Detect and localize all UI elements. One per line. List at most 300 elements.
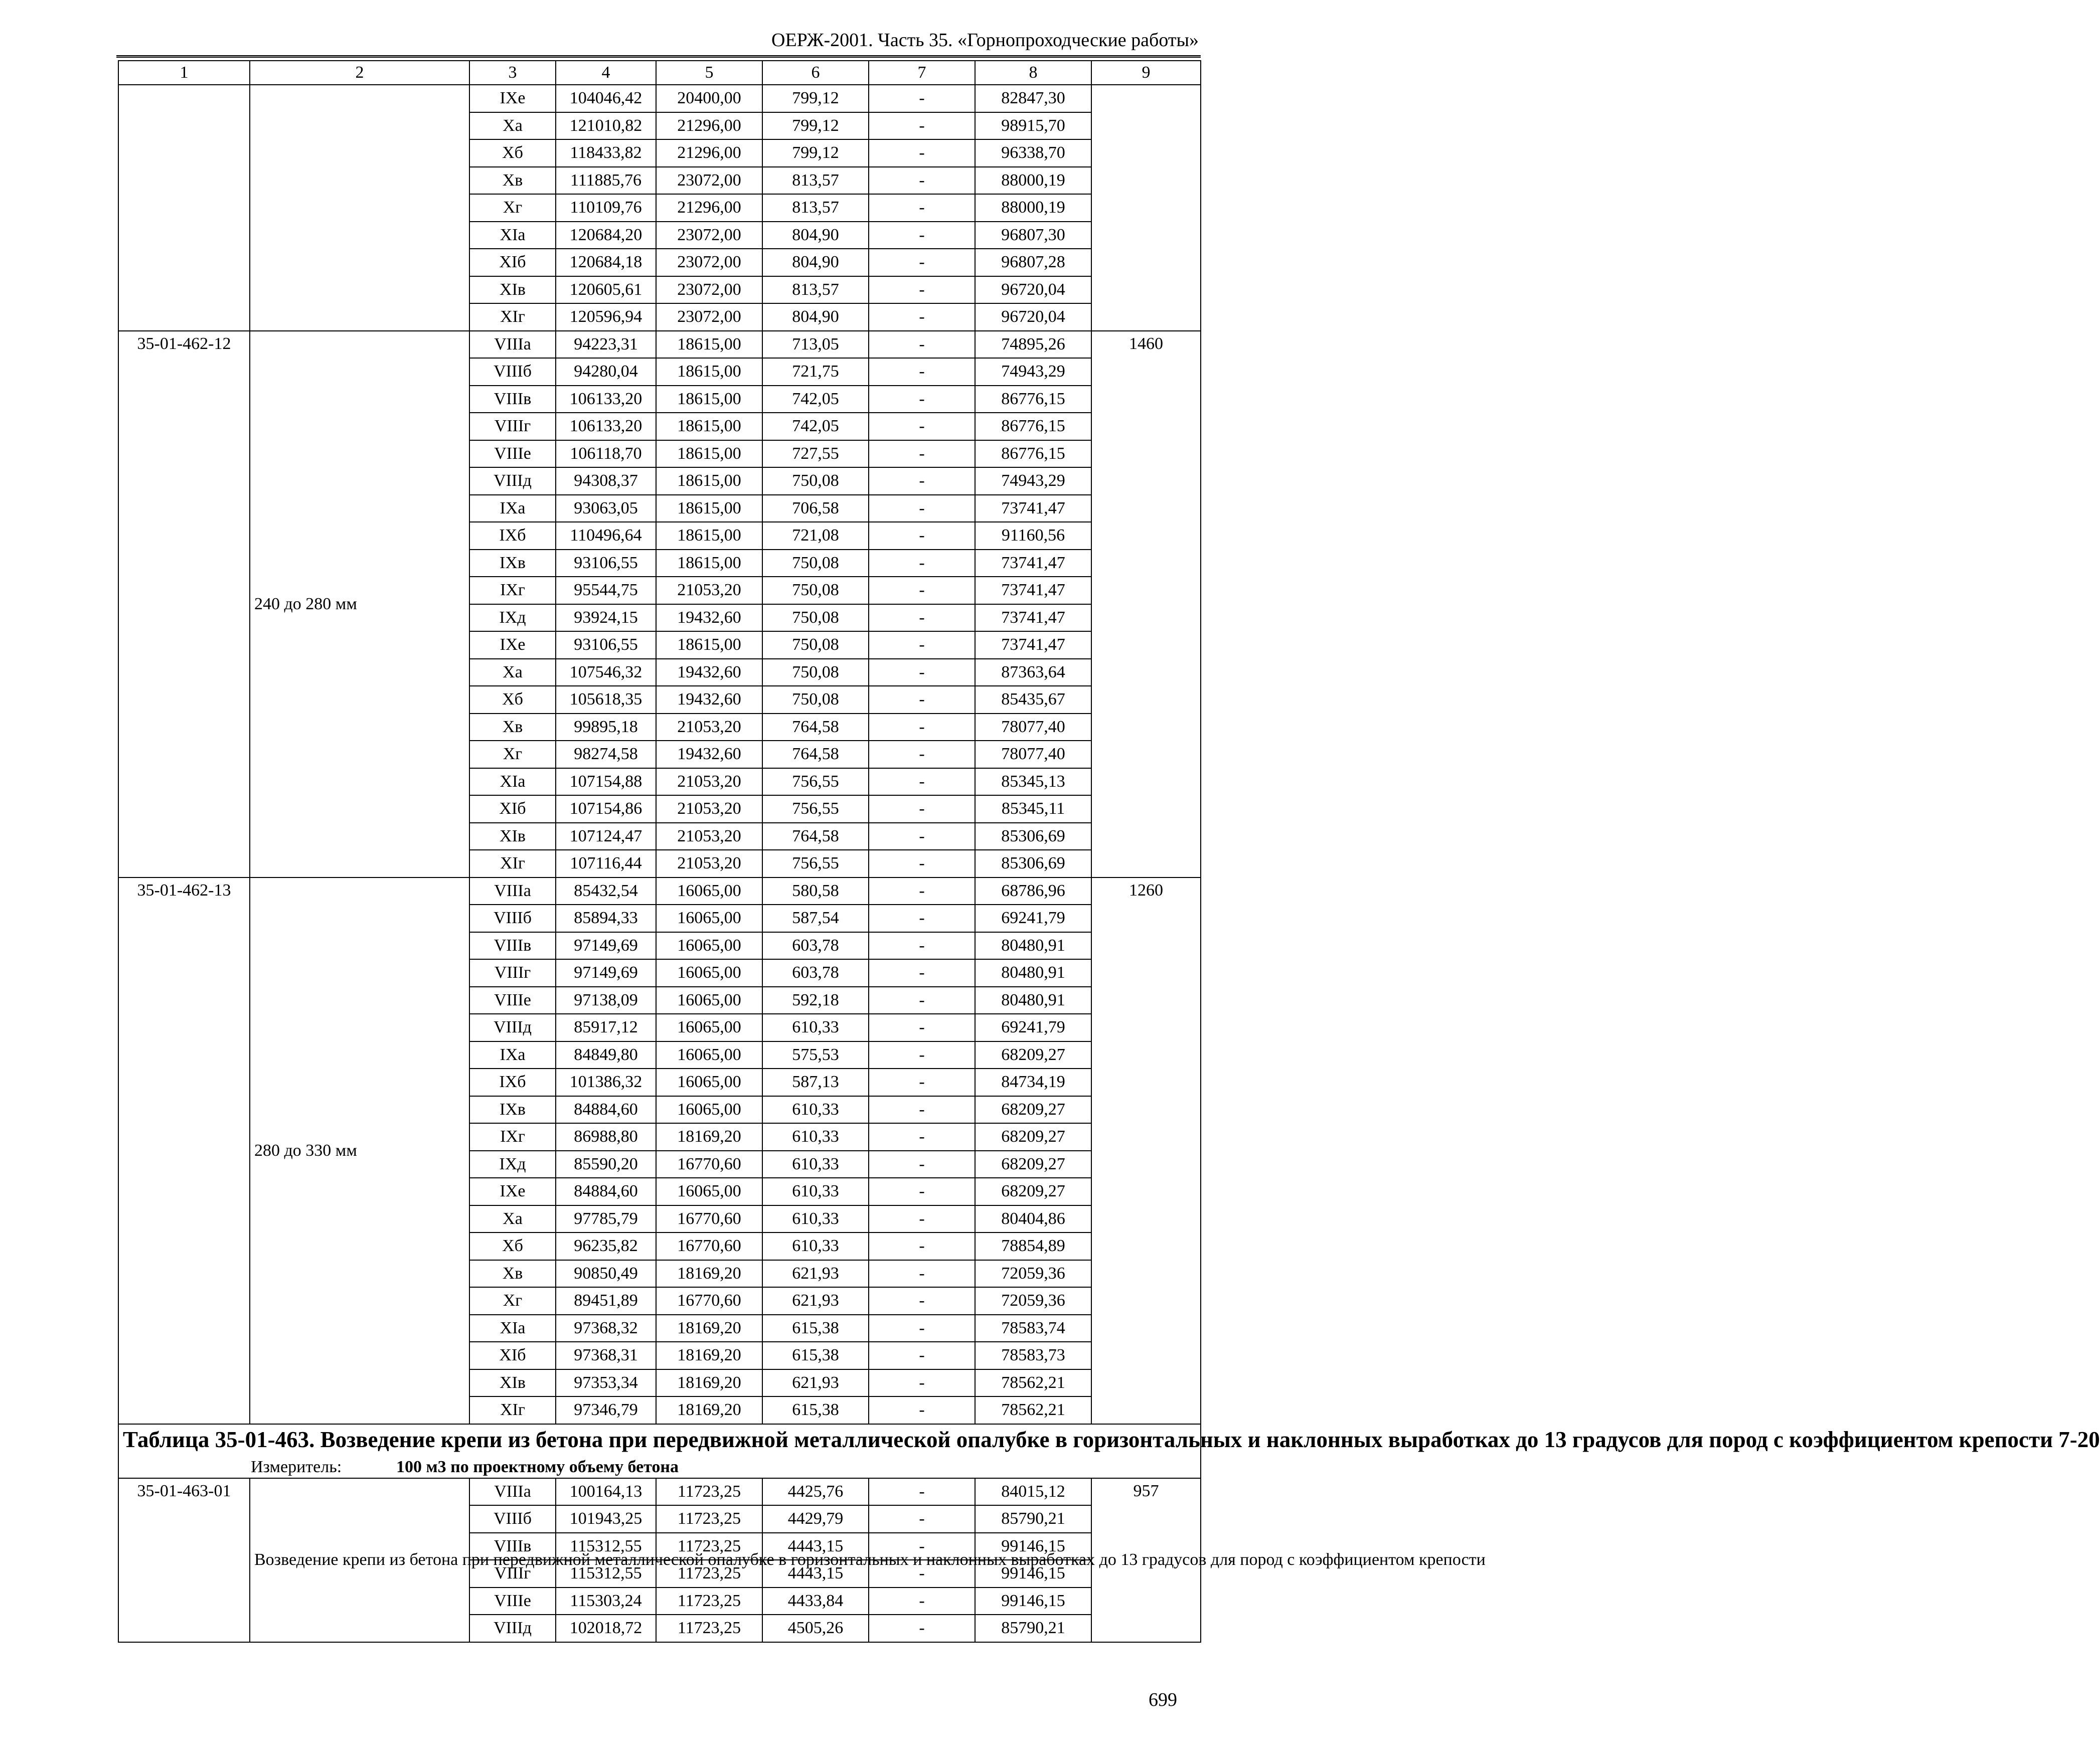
data-cell: XIв bbox=[469, 823, 556, 850]
table-row bbox=[118, 85, 1201, 112]
data-cell: 580,58 bbox=[762, 877, 869, 905]
data-cell: - bbox=[869, 850, 975, 877]
data-cell: 73741,47 bbox=[975, 550, 1091, 577]
data-cell: 68209,27 bbox=[975, 1178, 1091, 1205]
data-cell: XIa bbox=[469, 1315, 556, 1342]
data-cell: 21296,00 bbox=[656, 139, 762, 167]
data-cell: 11723,25 bbox=[656, 1615, 762, 1642]
data-cell: IXa bbox=[469, 495, 556, 522]
data-cell: - bbox=[869, 303, 975, 331]
data-cell: 68209,27 bbox=[975, 1151, 1091, 1178]
data-cell: VIIIa bbox=[469, 1478, 556, 1506]
data-cell: - bbox=[869, 1588, 975, 1615]
data-cell: XIб bbox=[469, 249, 556, 276]
data-cell: 85432,54 bbox=[556, 877, 656, 905]
data-cell: 18615,00 bbox=[656, 522, 762, 550]
norm-cell: 1260 bbox=[1091, 877, 1201, 1424]
data-cell: 96807,28 bbox=[975, 249, 1091, 276]
data-cell: 96807,30 bbox=[975, 222, 1091, 249]
data-cell: 84884,60 bbox=[556, 1096, 656, 1124]
column-number: 1 bbox=[118, 61, 250, 85]
data-cell: VIIIб bbox=[469, 1505, 556, 1533]
data-cell: XIв bbox=[469, 276, 556, 304]
data-cell: 68209,27 bbox=[975, 1123, 1091, 1151]
data-cell: 706,58 bbox=[762, 495, 869, 522]
data-cell: - bbox=[869, 386, 975, 413]
data-cell: 73741,47 bbox=[975, 495, 1091, 522]
data-cell: VIIIa bbox=[469, 331, 556, 359]
data-cell: 80480,91 bbox=[975, 932, 1091, 960]
running-header: ОЕРЖ-2001. Часть 35. «Горнопроходческие работы» bbox=[771, 30, 1199, 51]
data-cell: 85306,69 bbox=[975, 850, 1091, 877]
data-cell: 18169,20 bbox=[656, 1260, 762, 1288]
unit-label: Измеритель: bbox=[251, 1457, 342, 1476]
data-cell: 21053,20 bbox=[656, 714, 762, 741]
data-cell: VIIIг bbox=[469, 413, 556, 440]
data-cell: IXe bbox=[469, 85, 556, 112]
data-cell: - bbox=[869, 795, 975, 823]
data-cell: 84734,19 bbox=[975, 1069, 1091, 1096]
data-cell: - bbox=[869, 413, 975, 440]
data-cell: VIIIг bbox=[469, 959, 556, 987]
data-cell: 804,90 bbox=[762, 222, 869, 249]
data-cell: 96720,04 bbox=[975, 303, 1091, 331]
data-cell: 86776,15 bbox=[975, 386, 1091, 413]
table-row bbox=[118, 331, 1201, 359]
data-cell: VIIIд bbox=[469, 1615, 556, 1642]
data-cell: 4425,76 bbox=[762, 1478, 869, 1506]
data-cell: 97785,79 bbox=[556, 1205, 656, 1233]
data-cell: - bbox=[869, 741, 975, 768]
data-cell: 16770,60 bbox=[656, 1205, 762, 1233]
data-cell: 82847,30 bbox=[975, 85, 1091, 112]
data-cell: 23072,00 bbox=[656, 167, 762, 195]
data-cell: 104046,42 bbox=[556, 85, 656, 112]
data-cell: 18615,00 bbox=[656, 331, 762, 359]
data-cell: 115312,55 bbox=[556, 1560, 656, 1588]
data-cell: 85790,21 bbox=[975, 1615, 1091, 1642]
data-cell: 93063,05 bbox=[556, 495, 656, 522]
data-cell: IXa bbox=[469, 1041, 556, 1069]
data-cell: 756,55 bbox=[762, 850, 869, 877]
data-cell: 16770,60 bbox=[656, 1233, 762, 1260]
column-number: 2 bbox=[250, 61, 469, 85]
data-cell: - bbox=[869, 1478, 975, 1506]
data-cell: - bbox=[869, 85, 975, 112]
data-cell: IXг bbox=[469, 577, 556, 604]
data-cell: - bbox=[869, 823, 975, 850]
data-cell: 750,08 bbox=[762, 577, 869, 604]
data-cell: 110496,64 bbox=[556, 522, 656, 550]
data-cell: 764,58 bbox=[762, 823, 869, 850]
data-cell: VIIIв bbox=[469, 1533, 556, 1560]
data-cell: 18615,00 bbox=[656, 358, 762, 386]
data-cell: - bbox=[869, 1260, 975, 1288]
data-cell: 94280,04 bbox=[556, 358, 656, 386]
data-cell: 107154,86 bbox=[556, 795, 656, 823]
column-number: 3 bbox=[469, 61, 556, 85]
data-cell: 16065,00 bbox=[656, 1041, 762, 1069]
data-cell: 764,58 bbox=[762, 741, 869, 768]
data-cell: Xa bbox=[469, 659, 556, 686]
data-cell: 78583,73 bbox=[975, 1342, 1091, 1369]
data-cell: - bbox=[869, 1014, 975, 1041]
data-cell: 107154,88 bbox=[556, 768, 656, 796]
data-cell: 18615,00 bbox=[656, 495, 762, 522]
data-cell: IXг bbox=[469, 1123, 556, 1151]
data-cell: - bbox=[869, 631, 975, 659]
data-cell: 750,08 bbox=[762, 467, 869, 495]
data-cell: 21053,20 bbox=[656, 850, 762, 877]
data-cell: XIб bbox=[469, 795, 556, 823]
data-cell: IXв bbox=[469, 1096, 556, 1124]
name-cell: Возведение крепи из бетона при передвижной металлической опалубке в горизонтальных и наклонных выработках до 13 градусов для пород с коэффициентом крепости bbox=[250, 1478, 469, 1642]
data-cell: 107124,47 bbox=[556, 823, 656, 850]
table-row bbox=[118, 1478, 1201, 1506]
table-body bbox=[118, 61, 2100, 1642]
data-cell: 4505,26 bbox=[762, 1615, 869, 1642]
data-cell: Xб bbox=[469, 686, 556, 714]
table-title-cell bbox=[118, 1424, 2100, 1478]
data-cell: Xв bbox=[469, 1260, 556, 1288]
data-cell: 4443,15 bbox=[762, 1560, 869, 1588]
data-cell: 85435,67 bbox=[975, 686, 1091, 714]
data-cell: 750,08 bbox=[762, 659, 869, 686]
data-cell: 107116,44 bbox=[556, 850, 656, 877]
norm-cell: 957 bbox=[1091, 1478, 1201, 1642]
data-cell: XIб bbox=[469, 1342, 556, 1369]
data-cell: 18615,00 bbox=[656, 413, 762, 440]
data-cell: 756,55 bbox=[762, 768, 869, 796]
data-cell: 764,58 bbox=[762, 714, 869, 741]
data-cell: 74895,26 bbox=[975, 331, 1091, 359]
data-cell: 21053,20 bbox=[656, 795, 762, 823]
data-cell: 89451,89 bbox=[556, 1287, 656, 1315]
data-cell: 587,54 bbox=[762, 905, 869, 932]
data-cell: 21053,20 bbox=[656, 823, 762, 850]
data-cell: 100164,13 bbox=[556, 1478, 656, 1506]
data-cell: 86776,15 bbox=[975, 440, 1091, 468]
data-cell: XIг bbox=[469, 1396, 556, 1424]
data-cell: VIIIг bbox=[469, 1560, 556, 1588]
data-cell: Xг bbox=[469, 1287, 556, 1315]
data-cell: - bbox=[869, 577, 975, 604]
code-cell: 35-01-462-13 bbox=[118, 877, 250, 1424]
data-cell: 72059,36 bbox=[975, 1287, 1091, 1315]
table-title: Таблица 35-01-463. Возведение крепи из бетона при передвижной металлической опалубке в горизонтальных и наклонных выработках до 13 градусов для пород с коэффициентом крепости 7-20 bbox=[123, 1427, 2100, 1452]
data-cell: 86988,80 bbox=[556, 1123, 656, 1151]
data-cell: 121010,82 bbox=[556, 112, 656, 140]
data-cell: VIIIд bbox=[469, 1014, 556, 1041]
data-cell: 592,18 bbox=[762, 987, 869, 1014]
data-cell: 16065,00 bbox=[656, 987, 762, 1014]
data-cell: 610,33 bbox=[762, 1014, 869, 1041]
data-cell: - bbox=[869, 467, 975, 495]
code-cell: 35-01-462-12 bbox=[118, 331, 250, 877]
data-cell: Xв bbox=[469, 714, 556, 741]
data-cell: - bbox=[869, 522, 975, 550]
data-cell: IXe bbox=[469, 1178, 556, 1205]
data-cell: 615,38 bbox=[762, 1315, 869, 1342]
column-number: 8 bbox=[975, 61, 1091, 85]
data-cell: 85790,21 bbox=[975, 1505, 1091, 1533]
code-cell bbox=[118, 85, 250, 331]
data-cell: - bbox=[869, 1123, 975, 1151]
data-cell: 91160,56 bbox=[975, 522, 1091, 550]
data-cell: 68209,27 bbox=[975, 1041, 1091, 1069]
data-cell: 85345,11 bbox=[975, 795, 1091, 823]
data-cell: 74943,29 bbox=[975, 467, 1091, 495]
data-cell: Xб bbox=[469, 1233, 556, 1260]
data-cell: 118433,82 bbox=[556, 139, 656, 167]
data-cell: 120605,61 bbox=[556, 276, 656, 304]
data-cell: 804,90 bbox=[762, 303, 869, 331]
data-cell: XIa bbox=[469, 222, 556, 249]
data-cell: 78583,74 bbox=[975, 1315, 1091, 1342]
data-cell: - bbox=[869, 1615, 975, 1642]
data-cell: 97149,69 bbox=[556, 932, 656, 960]
norm-cell bbox=[1091, 85, 1201, 331]
data-cell: 16065,00 bbox=[656, 877, 762, 905]
data-cell: 105618,35 bbox=[556, 686, 656, 714]
data-cell: 750,08 bbox=[762, 550, 869, 577]
column-number-row bbox=[118, 61, 1201, 85]
data-cell: 106118,70 bbox=[556, 440, 656, 468]
data-cell: 115303,24 bbox=[556, 1588, 656, 1615]
data-cell: - bbox=[869, 249, 975, 276]
data-cell: 96720,04 bbox=[975, 276, 1091, 304]
data-cell: VIIIe bbox=[469, 1588, 556, 1615]
data-cell: 610,33 bbox=[762, 1233, 869, 1260]
data-cell: VIIIб bbox=[469, 905, 556, 932]
data-cell: 799,12 bbox=[762, 112, 869, 140]
data-cell: - bbox=[869, 768, 975, 796]
data-cell: - bbox=[869, 1178, 975, 1205]
data-cell: 80480,91 bbox=[975, 987, 1091, 1014]
data-cell: 804,90 bbox=[762, 249, 869, 276]
data-cell: 85590,20 bbox=[556, 1151, 656, 1178]
data-cell: 97368,32 bbox=[556, 1315, 656, 1342]
page-number: 699 bbox=[1149, 1689, 1177, 1710]
data-cell: 73741,47 bbox=[975, 604, 1091, 632]
header-rule bbox=[116, 55, 1201, 58]
data-cell: 93106,55 bbox=[556, 550, 656, 577]
data-cell: 85894,33 bbox=[556, 905, 656, 932]
data-cell: 18169,20 bbox=[656, 1396, 762, 1424]
data-cell: 72059,36 bbox=[975, 1260, 1091, 1288]
data-cell: - bbox=[869, 905, 975, 932]
data-cell: 73741,47 bbox=[975, 631, 1091, 659]
data-cell: 115312,55 bbox=[556, 1533, 656, 1560]
data-cell: 16065,00 bbox=[656, 959, 762, 987]
data-cell: 120596,94 bbox=[556, 303, 656, 331]
data-cell: 18615,00 bbox=[656, 550, 762, 577]
data-cell: 120684,18 bbox=[556, 249, 656, 276]
data-cell: 78562,21 bbox=[975, 1396, 1091, 1424]
data-cell: 78854,89 bbox=[975, 1233, 1091, 1260]
data-cell: 18169,20 bbox=[656, 1369, 762, 1397]
data-cell: 69241,79 bbox=[975, 1014, 1091, 1041]
data-cell: - bbox=[869, 550, 975, 577]
data-cell: - bbox=[869, 1315, 975, 1342]
data-cell: 21296,00 bbox=[656, 112, 762, 140]
data-cell: VIIIв bbox=[469, 386, 556, 413]
data-cell: 97138,09 bbox=[556, 987, 656, 1014]
data-cell: 610,33 bbox=[762, 1123, 869, 1151]
data-cell: Xг bbox=[469, 194, 556, 222]
column-number: 9 bbox=[1091, 61, 1201, 85]
data-cell: 16065,00 bbox=[656, 905, 762, 932]
data-cell: 106133,20 bbox=[556, 413, 656, 440]
data-cell: 107546,32 bbox=[556, 659, 656, 686]
data-cell: 727,55 bbox=[762, 440, 869, 468]
data-cell: 69241,79 bbox=[975, 905, 1091, 932]
data-cell: 11723,25 bbox=[656, 1505, 762, 1533]
data-cell: 111885,76 bbox=[556, 167, 656, 195]
data-cell: IXe bbox=[469, 631, 556, 659]
data-cell: 120684,20 bbox=[556, 222, 656, 249]
data-cell: 16770,60 bbox=[656, 1287, 762, 1315]
data-cell: 18615,00 bbox=[656, 386, 762, 413]
data-cell: 603,78 bbox=[762, 932, 869, 960]
data-cell: - bbox=[869, 1041, 975, 1069]
data-cell: 18615,00 bbox=[656, 440, 762, 468]
data-cell: - bbox=[869, 1096, 975, 1124]
data-cell: 84849,80 bbox=[556, 1041, 656, 1069]
data-cell: - bbox=[869, 1505, 975, 1533]
data-cell: - bbox=[869, 495, 975, 522]
data-cell: 68209,27 bbox=[975, 1096, 1091, 1124]
data-cell: 23072,00 bbox=[656, 303, 762, 331]
data-cell: VIIIд bbox=[469, 467, 556, 495]
data-cell: - bbox=[869, 1205, 975, 1233]
data-cell: - bbox=[869, 714, 975, 741]
data-cell: - bbox=[869, 1533, 975, 1560]
data-cell: - bbox=[869, 604, 975, 632]
data-cell: 750,08 bbox=[762, 631, 869, 659]
column-number: 6 bbox=[762, 61, 869, 85]
data-cell: 74943,29 bbox=[975, 358, 1091, 386]
data-cell: 713,05 bbox=[762, 331, 869, 359]
data-cell: - bbox=[869, 1396, 975, 1424]
data-cell: 84884,60 bbox=[556, 1178, 656, 1205]
data-cell: - bbox=[869, 222, 975, 249]
data-cell: 742,05 bbox=[762, 386, 869, 413]
data-cell: - bbox=[869, 276, 975, 304]
data-cell: 85306,69 bbox=[975, 823, 1091, 850]
data-cell: 610,33 bbox=[762, 1151, 869, 1178]
data-cell: Xв bbox=[469, 167, 556, 195]
data-cell: 101386,32 bbox=[556, 1069, 656, 1096]
data-cell: VIIIв bbox=[469, 932, 556, 960]
data-cell: 750,08 bbox=[762, 686, 869, 714]
data-cell: 16065,00 bbox=[656, 1178, 762, 1205]
data-cell: VIIIб bbox=[469, 358, 556, 386]
data-cell: 4429,79 bbox=[762, 1505, 869, 1533]
data-cell: XIг bbox=[469, 303, 556, 331]
data-cell: 93106,55 bbox=[556, 631, 656, 659]
unit-value: 100 м3 по проектному объему бетона bbox=[396, 1457, 679, 1476]
data-cell: 721,08 bbox=[762, 522, 869, 550]
data-cell: - bbox=[869, 659, 975, 686]
data-cell: 95544,75 bbox=[556, 577, 656, 604]
data-cell: 101943,25 bbox=[556, 1505, 656, 1533]
data-cell: - bbox=[869, 987, 975, 1014]
data-cell: 610,33 bbox=[762, 1178, 869, 1205]
data-cell: 799,12 bbox=[762, 85, 869, 112]
data-cell: 4443,15 bbox=[762, 1533, 869, 1560]
data-cell: IXв bbox=[469, 550, 556, 577]
data-cell: 99146,15 bbox=[975, 1560, 1091, 1588]
table-row bbox=[118, 877, 1201, 905]
data-cell: 23072,00 bbox=[656, 249, 762, 276]
data-cell: 4433,84 bbox=[762, 1588, 869, 1615]
column-number: 5 bbox=[656, 61, 762, 85]
data-cell: 97346,79 bbox=[556, 1396, 656, 1424]
column-number: 4 bbox=[556, 61, 656, 85]
data-cell: 23072,00 bbox=[656, 276, 762, 304]
data-cell: - bbox=[869, 1287, 975, 1315]
price-table bbox=[118, 60, 2100, 1643]
data-cell: VIIIe bbox=[469, 987, 556, 1014]
data-cell: 80480,91 bbox=[975, 959, 1091, 987]
data-cell: 18615,00 bbox=[656, 631, 762, 659]
data-cell: - bbox=[869, 932, 975, 960]
data-cell: 73741,47 bbox=[975, 577, 1091, 604]
data-cell: 18169,20 bbox=[656, 1342, 762, 1369]
data-cell: 80404,86 bbox=[975, 1205, 1091, 1233]
data-cell: 750,08 bbox=[762, 604, 869, 632]
data-cell: 615,38 bbox=[762, 1396, 869, 1424]
data-cell: Xб bbox=[469, 139, 556, 167]
data-cell: 93924,15 bbox=[556, 604, 656, 632]
data-cell: 97149,69 bbox=[556, 959, 656, 987]
norm-cell: 1460 bbox=[1091, 331, 1201, 877]
data-cell: 110109,76 bbox=[556, 194, 656, 222]
data-cell: 96235,82 bbox=[556, 1233, 656, 1260]
data-cell: 11723,25 bbox=[656, 1533, 762, 1560]
data-cell: 78077,40 bbox=[975, 714, 1091, 741]
data-cell: 94308,37 bbox=[556, 467, 656, 495]
data-cell: 85345,13 bbox=[975, 768, 1091, 796]
data-cell: XIв bbox=[469, 1369, 556, 1397]
data-cell: 11723,25 bbox=[656, 1560, 762, 1588]
data-cell: Xa bbox=[469, 112, 556, 140]
data-cell: IXб bbox=[469, 522, 556, 550]
table-title-row bbox=[118, 1424, 1201, 1478]
data-cell: XIa bbox=[469, 768, 556, 796]
data-cell: - bbox=[869, 112, 975, 140]
data-cell: - bbox=[869, 1560, 975, 1588]
data-cell: XIг bbox=[469, 850, 556, 877]
data-cell: 587,13 bbox=[762, 1069, 869, 1096]
data-cell: - bbox=[869, 1233, 975, 1260]
data-cell: 98274,58 bbox=[556, 741, 656, 768]
data-cell: 102018,72 bbox=[556, 1615, 656, 1642]
data-cell: 16065,00 bbox=[656, 1014, 762, 1041]
data-cell: 16065,00 bbox=[656, 1096, 762, 1124]
data-cell: - bbox=[869, 877, 975, 905]
data-cell: 11723,25 bbox=[656, 1588, 762, 1615]
data-cell: 813,57 bbox=[762, 276, 869, 304]
data-cell: 106133,20 bbox=[556, 386, 656, 413]
data-cell: - bbox=[869, 167, 975, 195]
data-cell: 742,05 bbox=[762, 413, 869, 440]
data-cell: 18615,00 bbox=[656, 467, 762, 495]
data-cell: 813,57 bbox=[762, 167, 869, 195]
data-cell: 97368,31 bbox=[556, 1342, 656, 1369]
name-cell: 240 до 280 мм bbox=[250, 331, 469, 877]
